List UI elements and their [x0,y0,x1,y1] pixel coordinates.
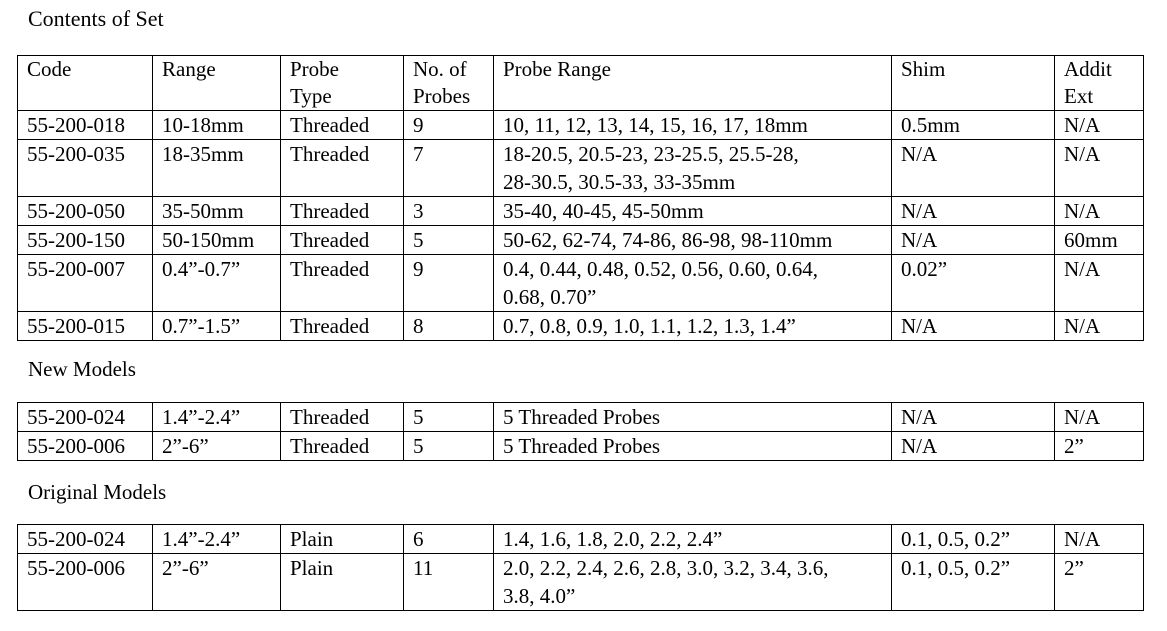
table-cell: N/A [892,403,1055,432]
table-cell: Plain [281,554,404,611]
table-cell: 0.4, 0.44, 0.48, 0.52, 0.56, 0.60, 0.64, 0.68, 0.70” [494,255,892,312]
table-cell: 5 Threaded Probes [494,403,892,432]
table-cell: 0.7”-1.5” [153,312,281,341]
table-cell: 5 [404,403,494,432]
table-cell: N/A [892,312,1055,341]
table-cell: 60mm [1055,226,1144,255]
contents-table [17,55,1144,341]
table-cell: N/A [1055,312,1144,341]
table-cell: 10, 11, 12, 13, 14, 15, 16, 17, 18mm [494,111,892,140]
column-header: Probe Type [281,56,404,111]
table-row [18,197,1144,226]
table-cell: 55-200-015 [18,312,153,341]
table-cell: 1.4”-2.4” [153,525,281,554]
table-cell: 2” [1055,554,1144,611]
table-cell: 0.1, 0.5, 0.2” [892,554,1055,611]
column-header: Range [153,56,281,111]
table-cell: N/A [1055,111,1144,140]
table-cell: N/A [1055,255,1144,312]
table-cell: N/A [1055,197,1144,226]
table-cell: Threaded [281,312,404,341]
table-cell: 50-150mm [153,226,281,255]
column-header: Probe Range [494,56,892,111]
column-header: Shim [892,56,1055,111]
table-row [18,525,1144,554]
table-cell: 55-200-150 [18,226,153,255]
table-row [18,111,1144,140]
table-cell: N/A [892,197,1055,226]
table-cell: 5 Threaded Probes [494,432,892,461]
table-cell: 18-20.5, 20.5-23, 23-25.5, 25.5-28, 28-30.5, 30.5-33, 33-35mm [494,140,892,197]
table-cell: Threaded [281,140,404,197]
table-cell: 55-200-018 [18,111,153,140]
table-cell: 2”-6” [153,554,281,611]
table-cell: 11 [404,554,494,611]
column-header: No. of Probes [404,56,494,111]
original-models-table [17,524,1144,611]
table-cell: N/A [1055,403,1144,432]
table-cell: 55-200-050 [18,197,153,226]
table-cell: N/A [1055,525,1144,554]
table-cell: Threaded [281,197,404,226]
table-cell: 0.7, 0.8, 0.9, 1.0, 1.1, 1.2, 1.3, 1.4” [494,312,892,341]
table-row [18,255,1144,312]
table-cell: Threaded [281,111,404,140]
table-cell: Threaded [281,255,404,312]
table-cell: 55-200-007 [18,255,153,312]
table-cell: 1.4, 1.6, 1.8, 2.0, 2.2, 2.4” [494,525,892,554]
table-cell: 8 [404,312,494,341]
table-cell: 5 [404,432,494,461]
table-cell: N/A [1055,140,1144,197]
table-cell: 35-50mm [153,197,281,226]
page-title: Contents of Set [28,6,164,31]
table-cell: 6 [404,525,494,554]
table-row [18,432,1144,461]
table-cell: 7 [404,140,494,197]
table-row [18,312,1144,341]
table-cell: 9 [404,255,494,312]
column-header: Addit Ext [1055,56,1144,111]
table-cell: Threaded [281,403,404,432]
table-cell: 55-200-024 [18,403,153,432]
table-cell: 2” [1055,432,1144,461]
table-cell: N/A [892,432,1055,461]
table-cell: N/A [892,226,1055,255]
table-cell: 2.0, 2.2, 2.4, 2.6, 2.8, 3.0, 3.2, 3.4, 3.6, 3.8, 4.0” [494,554,892,611]
table-cell: 18-35mm [153,140,281,197]
header-row [18,56,1144,111]
table-cell: Threaded [281,432,404,461]
table-cell: N/A [892,140,1055,197]
table-cell: 3 [404,197,494,226]
table-cell: Threaded [281,226,404,255]
table-cell: 35-40, 40-45, 45-50mm [494,197,892,226]
table-row [18,554,1144,611]
table-row [18,226,1144,255]
table-cell: Plain [281,525,404,554]
new-models-table [17,402,1144,461]
table-row [18,140,1144,197]
original-models-heading: Original Models [28,480,167,504]
table-cell: 0.02” [892,255,1055,312]
table-cell: 0.1, 0.5, 0.2” [892,525,1055,554]
table-cell: 55-200-024 [18,525,153,554]
table-cell: 1.4”-2.4” [153,403,281,432]
new-models-heading: New Models [28,357,136,381]
table-cell: 5 [404,226,494,255]
table-cell: 55-200-035 [18,140,153,197]
table-cell: 2”-6” [153,432,281,461]
table-cell: 0.5mm [892,111,1055,140]
table-cell: 55-200-006 [18,554,153,611]
column-header: Code [18,56,153,111]
table-cell: 9 [404,111,494,140]
table-row [18,403,1144,432]
table-cell: 10-18mm [153,111,281,140]
table-cell: 50-62, 62-74, 74-86, 86-98, 98-110mm [494,226,892,255]
table-cell: 55-200-006 [18,432,153,461]
table-cell: 0.4”-0.7” [153,255,281,312]
